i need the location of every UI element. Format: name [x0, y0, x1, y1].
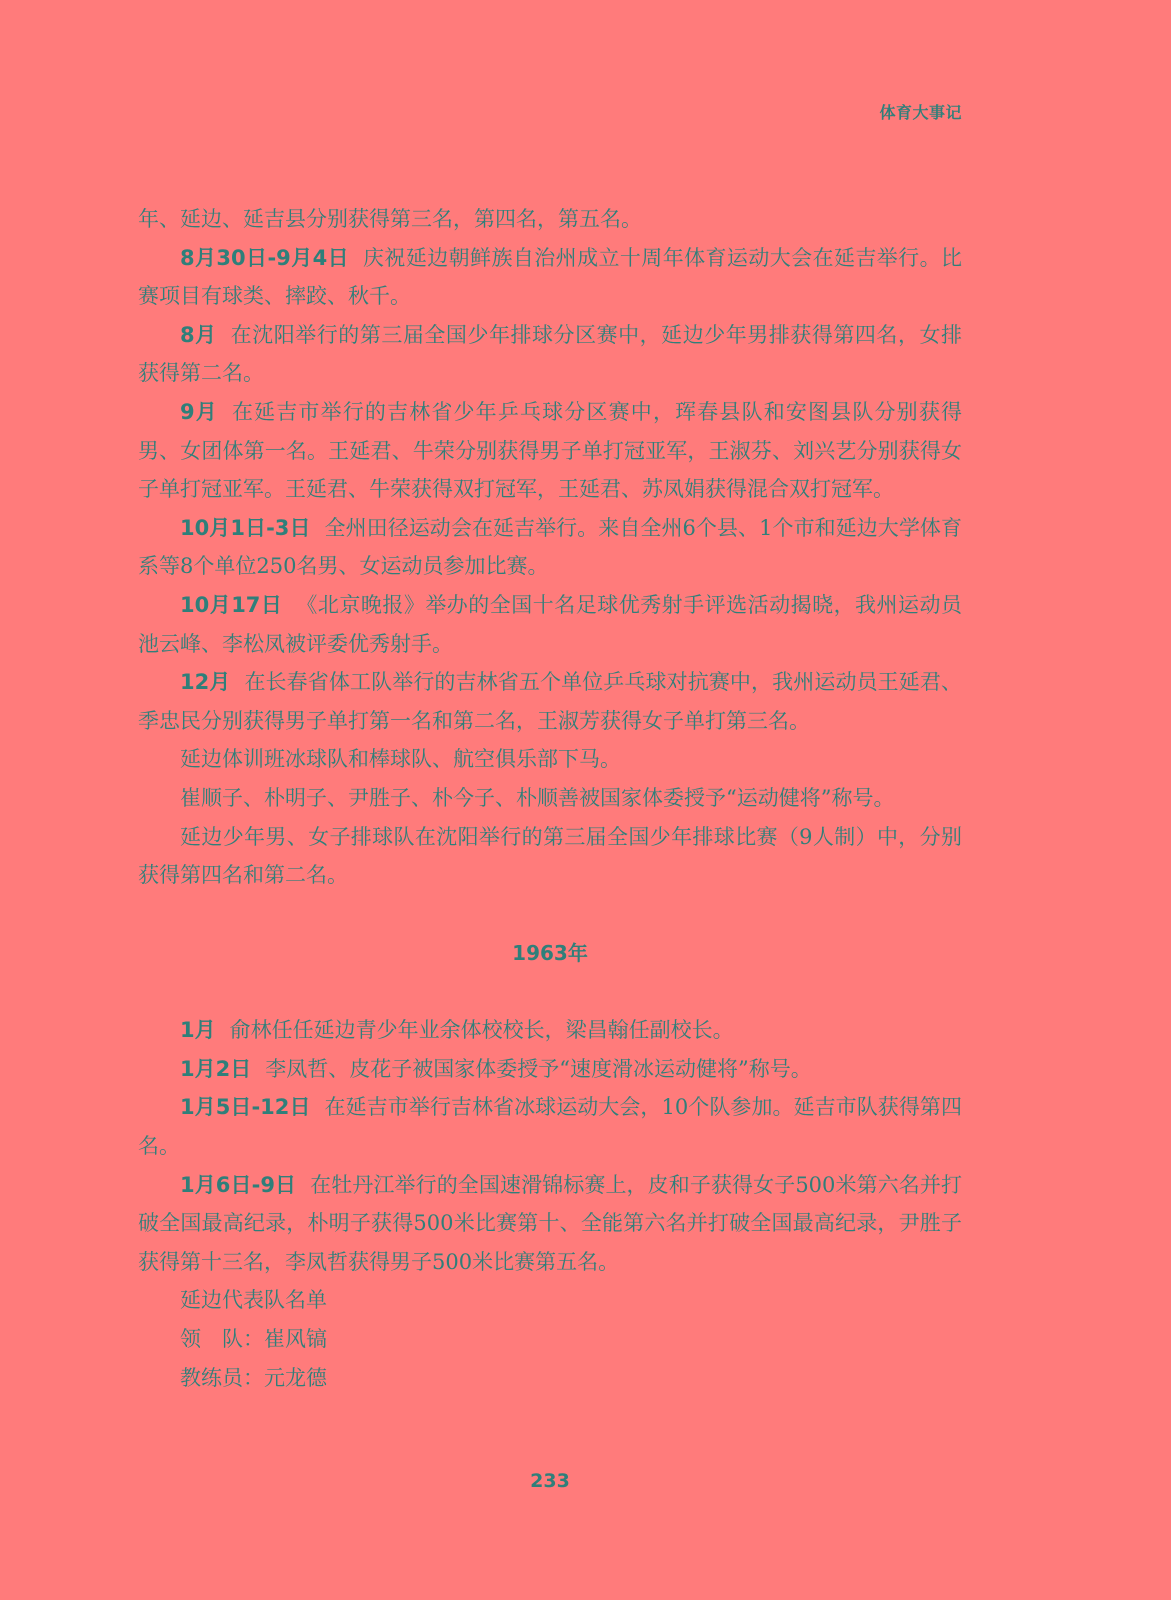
page-number: 233	[530, 1470, 570, 1492]
entry-paragraph	[138, 818, 962, 895]
entry-text: 在延吉市举行吉林省冰球运动大会，10个队参加。延吉市队获得第四名。	[138, 1095, 962, 1159]
entries-1963	[138, 1011, 962, 1397]
entry-paragraph	[138, 1281, 962, 1320]
entry-date: 1月6日-9日	[180, 1172, 297, 1197]
entry-text: 庆祝延边朝鲜族自治州成立十周年体育运动大会在延吉举行。比赛项目有球类、摔跤、秋千。	[138, 245, 962, 309]
running-header: 体育大事记	[879, 103, 962, 122]
entry-text: 在沈阳举行的第三届全国少年排球分区赛中，延边少年男排获得第四名，女排获得第二名。	[138, 322, 962, 386]
entry-paragraph	[138, 1050, 962, 1089]
entry-text: 在长春省体工队举行的吉林省五个单位乒乓球对抗赛中，我州运动员王延君、季忠民分别获得男子单打第一名和第二名，王淑芳获得女子单打第三名。	[138, 670, 963, 733]
entry-text: 崔顺子、朴明子、尹胜子、朴今子、朴顺善被国家体委授予“运动健将”称号。	[180, 785, 895, 810]
entry-text: 李凤哲、皮花子被国家体委授予“速度滑冰运动健将”称号。	[265, 1056, 812, 1081]
entry-text: 全州田径运动会在延吉举行。来自全州6个县、1个市和延边大学体育系等8个单位250名男、女运动员参加比赛。	[138, 515, 962, 579]
entry-paragraph	[138, 779, 962, 818]
entry-text: 俞林任任延边青少年业余体校校长，梁昌翰任副校长。	[229, 1018, 734, 1043]
entry-date: 10月1日-3日	[180, 515, 311, 540]
entry-paragraph	[138, 393, 962, 509]
entry-paragraph	[138, 663, 962, 740]
entry-date: 9月	[180, 399, 218, 424]
entry-date: 1月	[180, 1018, 216, 1043]
entry-text: 教练员：元龙德	[180, 1365, 327, 1390]
entry-text: 在牡丹江举行的全国速滑锦标赛上，皮和子获得女子500米第六名并打破全国最高纪录，朴明子获得500米比赛第十、全能第六名并打破全国最高纪录，尹胜子获得第十三名，李凤哲获得男子500米比赛第五名。	[138, 1172, 962, 1274]
entry-text: 《北京晚报》举办的全国十名足球优秀射手评选活动揭晓，我州运动员池云峰、李松凤被评委优秀射手。	[138, 592, 963, 656]
entry-paragraph	[138, 1359, 962, 1398]
entry-paragraph	[138, 586, 962, 663]
entry-text: 领 队：崔风镐	[180, 1327, 327, 1352]
year-heading: 1963年	[512, 940, 588, 965]
entry-text: 在延吉市举行的吉林省少年乒乓球分区赛中，珲春县队和安图县队分别获得男、女团体第一名。王延君、牛荣分别获得男子单打冠亚军，王淑芬、刘兴艺分别获得女子单打冠亚军。王延君、牛荣获得双打冠军，王延君、苏凤娟获得混合双打冠军。	[138, 399, 962, 502]
entry-date: 1月5日-12日	[180, 1095, 311, 1120]
entry-paragraph	[138, 1320, 962, 1359]
entry-text: 延边体训班冰球队和棒球队、航空俱乐部下马。	[180, 747, 621, 772]
entry-date: 8月30日-9月4日	[180, 245, 350, 270]
page-body	[138, 200, 962, 1397]
entry-text: 延边少年男、女子排球队在沈阳举行的第三届全国少年排球比赛（9人制）中，分别获得第四名和第二名。	[138, 824, 962, 888]
entry-paragraph	[138, 200, 962, 239]
entry-date: 12月	[180, 670, 231, 695]
entry-paragraph	[138, 239, 962, 316]
entry-date: 8月	[180, 322, 217, 347]
entry-paragraph	[138, 1166, 962, 1282]
entry-date: 1月2日	[180, 1056, 252, 1081]
entry-text: 年、延边、延吉县分别获得第三名，第四名，第五名。	[138, 207, 642, 231]
entry-paragraph	[138, 509, 962, 586]
entries-1962	[138, 200, 962, 895]
entry-paragraph	[138, 1011, 962, 1050]
entry-date: 10月17日	[180, 592, 283, 617]
entry-paragraph	[138, 1088, 962, 1165]
entry-text: 延边代表队名单	[180, 1288, 327, 1313]
entry-paragraph	[138, 740, 962, 779]
entry-paragraph	[138, 316, 962, 393]
